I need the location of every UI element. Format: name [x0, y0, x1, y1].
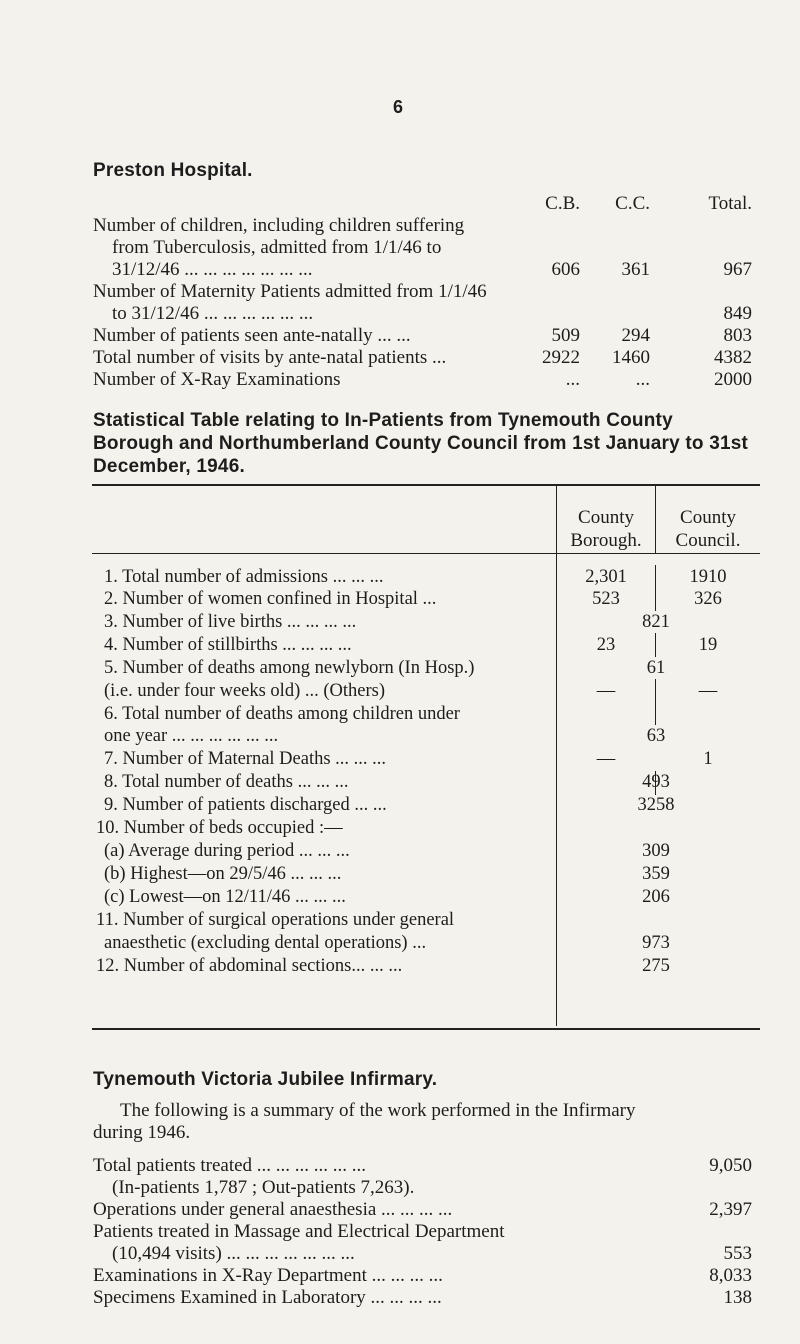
- stat-row-label: anaesthetic (excluding dental operations) ...: [104, 933, 427, 953]
- stat-row-borough-value: —: [596, 681, 616, 701]
- tynemouth-row-value: 9,050: [709, 1155, 752, 1176]
- stat-row-combined-value: 493: [642, 772, 670, 792]
- stat-row-combined-value: 275: [642, 956, 670, 976]
- tynemouth-intro-2: during 1946.: [93, 1122, 191, 1143]
- col-header-cc: C.C.: [615, 193, 650, 214]
- stat-row-label: (i.e. under four weeks old) ... (Others): [104, 681, 386, 701]
- stat-row-combined-value: 359: [642, 864, 670, 884]
- tynemouth-intro-1: The following is a summary of the work performed in the Infirmary: [120, 1100, 636, 1121]
- stat-row-combined-value: 63: [646, 726, 666, 746]
- stat-title-line-3: December, 1946.: [93, 456, 245, 477]
- stat-row-label: 4. Number of stillbirths ... ... ... ...: [104, 635, 352, 655]
- stat-col-divider-left: [556, 554, 557, 1026]
- stat-row-borough-value: 2,301: [585, 567, 627, 587]
- stat-row-combined-value: 821: [642, 612, 670, 632]
- col-header-total: Total.: [708, 193, 752, 214]
- stat-row-label: 7. Number of Maternal Deaths ... ... ...: [104, 749, 387, 769]
- stat-row-label: 2. Number of women confined in Hospital ...: [104, 589, 437, 609]
- tynemouth-row-value: 553: [723, 1243, 752, 1264]
- stat-row-label: 3. Number of live births ... ... ... ...: [104, 612, 357, 632]
- stat-row-borough-value: —: [596, 749, 616, 769]
- page-number: 6: [393, 97, 404, 117]
- stat-row-council-value: 1: [703, 749, 713, 769]
- stat-row-label: 10. Number of beds occupied :—: [96, 818, 343, 838]
- stat-title-line-1: Statistical Table relating to In-Patients from Tynemouth County: [93, 410, 673, 431]
- stat-row-label: (c) Lowest—on 12/11/46 ... ... ...: [104, 887, 346, 907]
- stat-header-rule: [92, 553, 760, 554]
- stat-row-combined-value: 3258: [637, 795, 675, 815]
- stat-row-label: 6. Total number of deaths among children under: [104, 704, 460, 724]
- stat-row-council-value: 19: [698, 635, 718, 655]
- tynemouth-row-label: Patients treated in Massage and Electrical Department: [93, 1221, 505, 1242]
- tynemouth-row-value: 2,397: [709, 1199, 752, 1220]
- stat-row-label: (b) Highest—on 29/5/46 ... ... ...: [104, 864, 342, 884]
- stat-row-label: 9. Number of patients discharged ... ...: [104, 795, 387, 815]
- col-header-cb: C.B.: [545, 193, 580, 214]
- tynemouth-row-label: Specimens Examined in Laboratory ... ... ... ...: [93, 1287, 442, 1308]
- stat-row-combined-value: 973: [642, 933, 670, 953]
- tynemouth-row-label: Examinations in X-Ray Department ... ... ... ...: [93, 1265, 443, 1286]
- stat-row-label: one year ... ... ... ... ... ...: [104, 726, 279, 746]
- tynemouth-row-label: (10,494 visits) ... ... ... ... ... ... ...: [112, 1243, 355, 1264]
- stat-row-borough-value: 523: [592, 589, 620, 609]
- stat-row-council-value: 1910: [689, 567, 727, 587]
- stat-row-combined-value: 61: [646, 658, 666, 678]
- stat-row-label: 1. Total number of admissions ... ... ...: [104, 567, 384, 587]
- tynemouth-row-label: Operations under general anaesthesia ... ... ... ...: [93, 1199, 453, 1220]
- stat-row-label: 11. Number of surgical operations under general: [96, 910, 455, 930]
- stat-row-combined-value: 309: [642, 841, 670, 861]
- stat-row-combined-value: 206: [642, 887, 670, 907]
- tynemouth-row-label: (In-patients 1,787 ; Out-patients 7,263).: [112, 1177, 415, 1198]
- stat-row-label: 12. Number of abdominal sections... ... ...: [96, 956, 403, 976]
- stat-row-label: (a) Average during period ... ... ...: [104, 841, 350, 861]
- stat-row-label: 8. Total number of deaths ... ... ...: [104, 772, 349, 792]
- tynemouth-row-value: 138: [723, 1287, 752, 1308]
- stat-row-borough-value: 23: [596, 635, 616, 655]
- stat-row-label: 5. Number of deaths among newlyborn (In Hosp.): [104, 658, 475, 678]
- stat-row-council-value: 326: [694, 589, 722, 609]
- stat-title-line-2: Borough and Northumberland County Council from 1st January to 31st: [93, 433, 749, 454]
- header-county-borough: County Borough.: [570, 507, 642, 551]
- preston-title: Preston Hospital.: [93, 160, 253, 181]
- tynemouth-title: Tynemouth Victoria Jubilee Infirmary.: [93, 1069, 438, 1090]
- tynemouth-row-label: Total patients treated ... ... ... ... ... ...: [93, 1155, 367, 1176]
- stat-row-council-value: —: [698, 681, 718, 701]
- header-county-council: County Council.: [675, 507, 741, 551]
- tynemouth-row-value: 8,033: [709, 1265, 752, 1286]
